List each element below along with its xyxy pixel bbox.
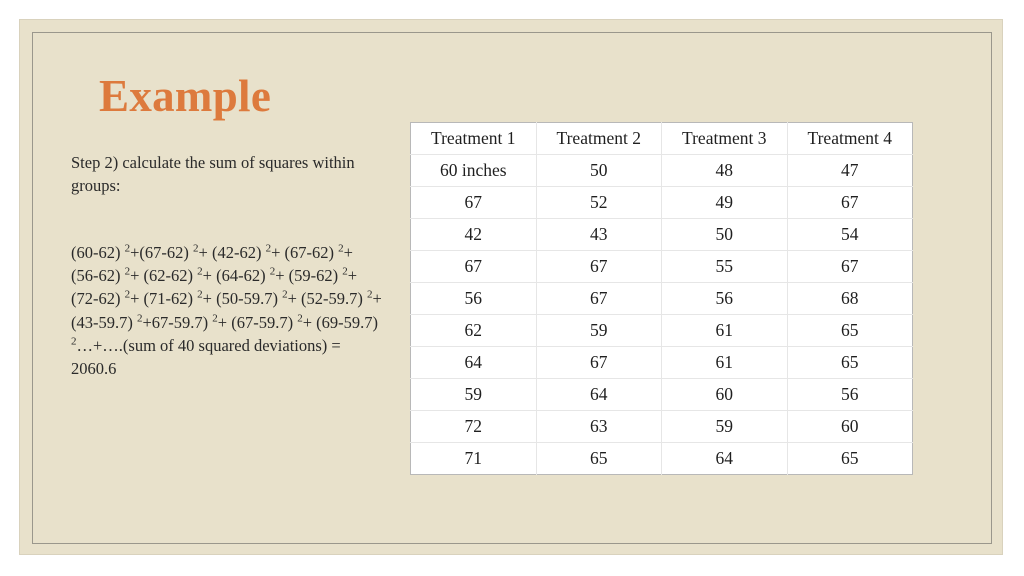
- formula-exponent: 2: [342, 265, 348, 278]
- formula-exponent: 2: [367, 288, 373, 301]
- table-cell: 50: [536, 155, 662, 187]
- table-row: [411, 379, 913, 411]
- formula-exponent: 2: [71, 335, 77, 348]
- table-cell: 59: [411, 379, 537, 411]
- table-cell: 60: [787, 411, 913, 443]
- table-cell: 47: [787, 155, 913, 187]
- formula-term: + (52-59.7): [287, 289, 367, 309]
- table-row: [411, 187, 913, 219]
- table-cell: 61: [662, 347, 788, 379]
- table-cell: 67: [536, 251, 662, 283]
- table-cell: 67: [787, 251, 913, 283]
- table-row: [411, 315, 913, 347]
- formula-term: + (43-59.7): [71, 289, 382, 332]
- table-cell: 64: [536, 379, 662, 411]
- table-cell: 68: [787, 283, 913, 315]
- table-cell: 67: [536, 347, 662, 379]
- table-cell: 62: [411, 315, 537, 347]
- formula-term: + (42-62): [198, 243, 266, 262]
- formula-text: [71, 241, 383, 380]
- formula-term: +(67-62): [130, 243, 194, 262]
- formula-term: + (67-59.7): [217, 312, 298, 332]
- formula-exponent: 2: [297, 312, 303, 325]
- table-cell: 56: [411, 283, 537, 315]
- formula-exponent: 2: [197, 288, 203, 301]
- formula-exponent: 2: [265, 242, 272, 255]
- formula-term: + (62-62): [130, 266, 198, 286]
- column-header: Treatment 2: [536, 123, 662, 155]
- formula-term: + (72-62): [71, 266, 358, 309]
- table-cell: 59: [662, 411, 788, 443]
- table-cell: 67: [536, 283, 662, 315]
- table-cell: 64: [411, 347, 537, 379]
- column-header: Treatment 4: [787, 123, 913, 155]
- table-cell: 42: [411, 219, 537, 251]
- table-header-row: [411, 123, 913, 155]
- formula-term: + (64-62): [202, 266, 270, 286]
- formula-exponent: 2: [136, 312, 143, 325]
- table-cell: 49: [662, 187, 788, 219]
- table-cell: 64: [662, 443, 788, 475]
- formula-term: + (67-62): [271, 243, 339, 262]
- table-cell: 59: [536, 315, 662, 347]
- slide-title: Example: [99, 71, 272, 121]
- table-row: [411, 443, 913, 475]
- table-cell: 65: [536, 443, 662, 475]
- formula-term: …+….(sum of 40 squared deviations) = 2060.6: [71, 335, 341, 379]
- step-text: Step 2) calculate the sum of squares within groups:: [71, 153, 355, 195]
- table-cell: 54: [787, 219, 913, 251]
- table-cell: 61: [662, 315, 788, 347]
- table-row: [411, 411, 913, 443]
- table-cell: 65: [787, 315, 913, 347]
- table-cell: 48: [662, 155, 788, 187]
- table-cell: 60: [662, 379, 788, 411]
- table-cell: 71: [411, 443, 537, 475]
- table-cell: 67: [411, 187, 537, 219]
- formula-term: +67-59.7): [142, 312, 213, 332]
- formula-term: (60-62): [71, 243, 125, 262]
- formula-exponent: 2: [282, 288, 288, 301]
- table-cell: 55: [662, 251, 788, 283]
- table-cell: 63: [536, 411, 662, 443]
- table-cell: 56: [787, 379, 913, 411]
- column-header: Treatment 1: [411, 123, 537, 155]
- formula-term: + (56-62): [71, 243, 353, 286]
- formula-exponent: 2: [269, 265, 276, 278]
- formula-exponent: 2: [212, 312, 218, 325]
- formula-term: + (59-62): [275, 266, 343, 286]
- column-header: Treatment 3: [662, 123, 788, 155]
- table-cell: 67: [787, 187, 913, 219]
- table-cell: 43: [536, 219, 662, 251]
- formula-exponent: 2: [124, 288, 131, 301]
- table-cell: 65: [787, 347, 913, 379]
- formula-exponent: 2: [193, 242, 199, 255]
- formula-term: + (71-62): [130, 289, 198, 309]
- table-cell: 56: [662, 283, 788, 315]
- table-cell: 52: [536, 187, 662, 219]
- table-row: [411, 347, 913, 379]
- slide: [19, 19, 1003, 555]
- formula-exponent: 2: [124, 265, 131, 278]
- table-cell: 65: [841, 448, 859, 468]
- treatment-table: [410, 122, 913, 475]
- table-cell: 72: [411, 411, 537, 443]
- table-cell: 60 inches: [411, 155, 537, 187]
- table-cell: 67: [411, 251, 537, 283]
- formula-exponent: 2: [124, 242, 131, 255]
- formula-exponent: 2: [197, 265, 203, 278]
- formula-exponent: 2: [338, 242, 344, 255]
- table-row: [411, 251, 913, 283]
- table-row: [411, 219, 913, 251]
- formula-term: + (69-59.7): [302, 312, 378, 332]
- table-row: [411, 155, 913, 187]
- table-cell: 50: [662, 219, 788, 251]
- formula-term: + (50-59.7): [202, 289, 283, 309]
- table-row: [411, 283, 913, 315]
